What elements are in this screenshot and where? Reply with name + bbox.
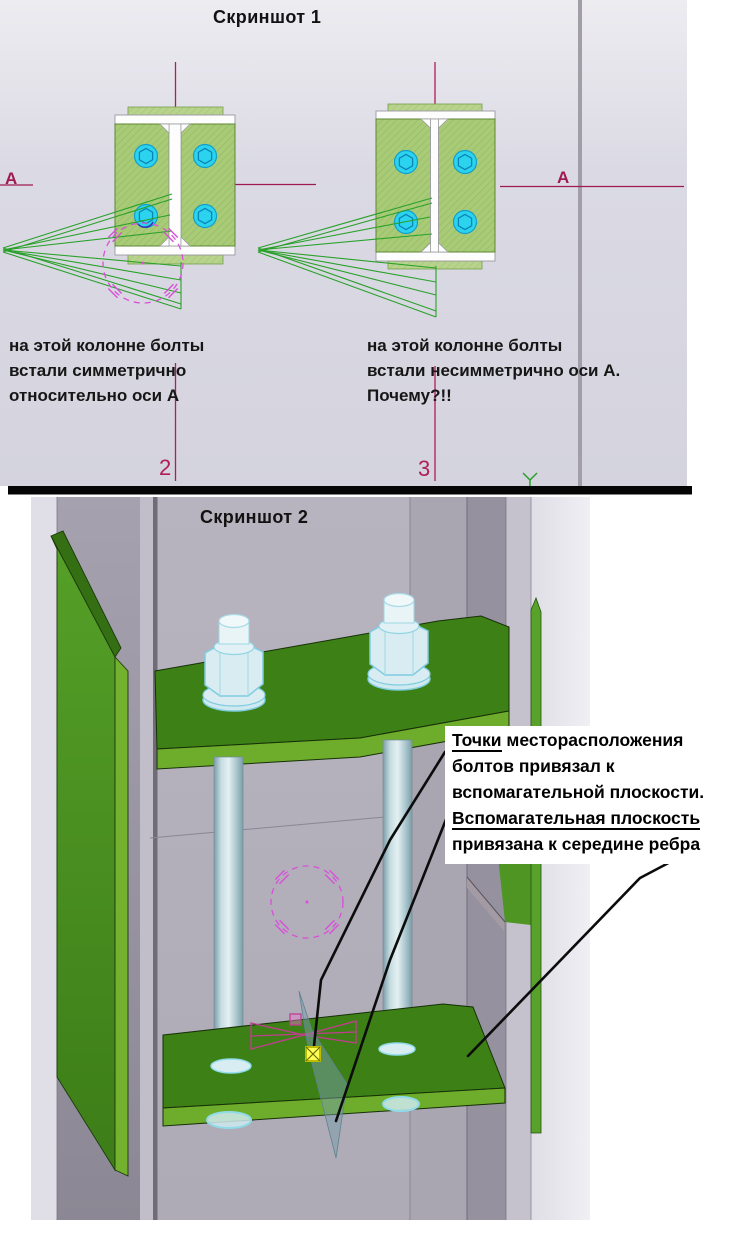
note-right-line1: на этой колонне болты — [367, 336, 563, 355]
screenshot1-title: Скриншот 1 — [213, 7, 322, 27]
grid-label-3: 3 — [418, 456, 431, 481]
right-column-section — [376, 104, 495, 269]
axis-a-label-right: А — [557, 168, 570, 187]
note-left — [9, 333, 204, 408]
bolt-nut — [207, 1112, 251, 1128]
bolt-hole-rim — [211, 1059, 251, 1073]
note-left-line2: встали симметрично — [9, 361, 187, 380]
screenshot2-title: Скриншот 2 — [200, 507, 309, 527]
bolt-nut — [383, 1097, 419, 1111]
callout-underlined-word: Точки — [452, 730, 502, 750]
callout-line2: болтов привязал к — [452, 756, 615, 776]
screenshot1-view — [0, 0, 733, 490]
callout-line3: вспомагательной плоскости. — [452, 782, 705, 802]
bolt-icon — [194, 205, 217, 228]
bolt-icon — [194, 145, 217, 168]
note-left-line3: относительно оси А — [9, 386, 180, 405]
callout-underlined-line: Вспомагательная плоскость — [452, 808, 701, 828]
bolt-shaft — [214, 757, 243, 1063]
grid-label-2: 2 — [159, 455, 172, 480]
callout-text-box — [445, 726, 733, 864]
callout-line4 — [452, 805, 733, 831]
note-right-line2: встали несимметрично оси А. — [367, 361, 621, 380]
bolt-shaft — [383, 740, 412, 1046]
callout-line1 — [452, 727, 733, 753]
note-left-line1: на этой колонне болты — [9, 336, 205, 355]
bolt-icon — [395, 151, 418, 174]
bolt-icon — [454, 151, 477, 174]
bolt-hole-rim — [379, 1043, 415, 1055]
right-gusset-plate — [531, 598, 541, 1133]
callout-line5: привязана к середине ребра — [452, 834, 701, 854]
callout-line1-rest: месторасположения — [501, 730, 684, 750]
axis-a-label-left: А — [5, 169, 18, 188]
bolt-icon — [454, 211, 477, 234]
divider-bar — [8, 486, 692, 495]
bolt-icon — [135, 145, 158, 168]
note-right-line3: Почему?!! — [367, 386, 452, 405]
left-column-section — [115, 107, 235, 264]
yellow-point-handle — [306, 1047, 320, 1061]
note-right — [367, 333, 620, 408]
